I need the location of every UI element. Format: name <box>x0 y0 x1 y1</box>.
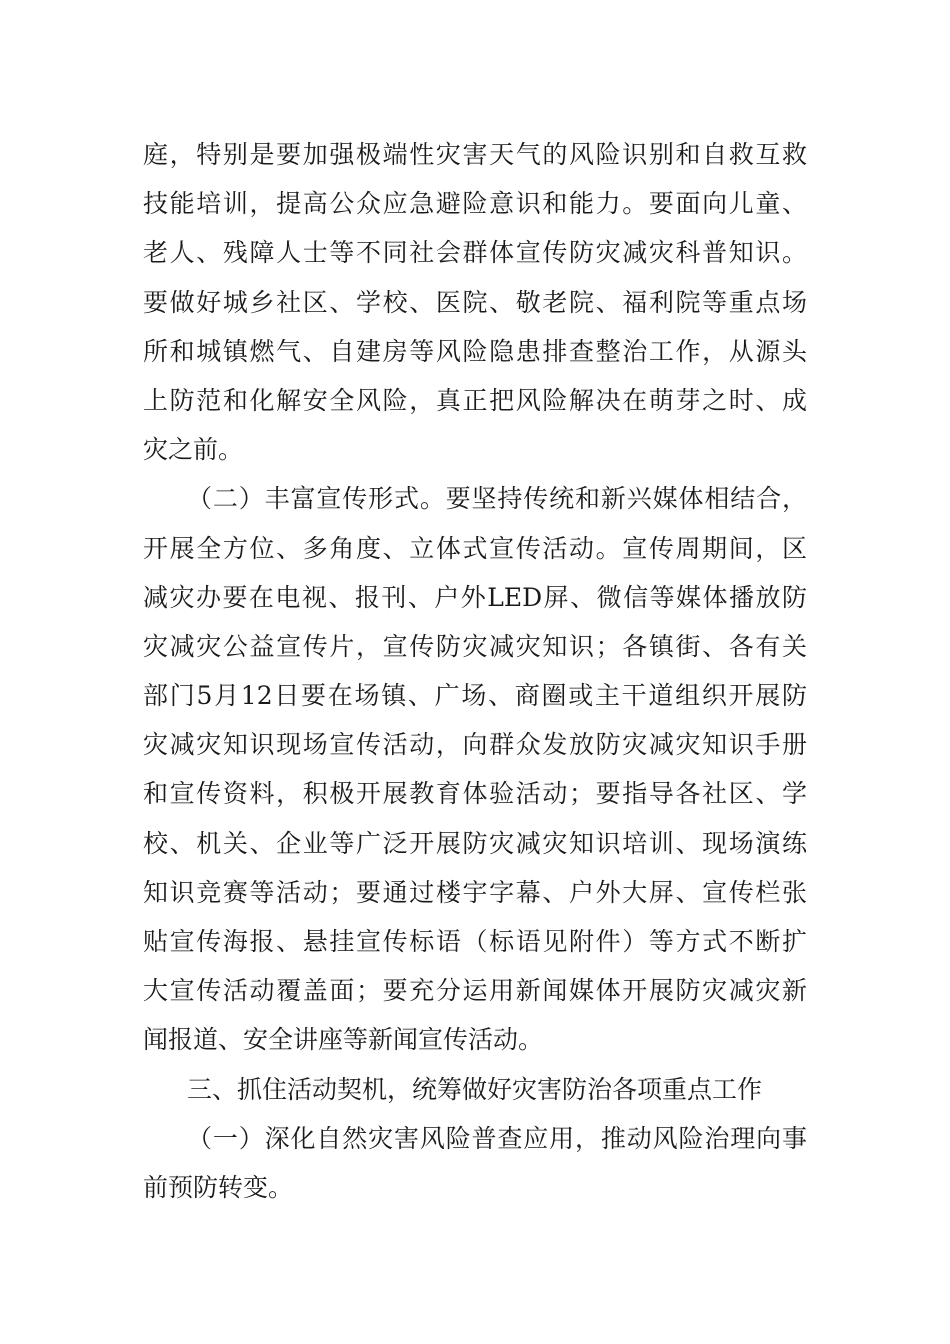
text-line-6: 上防范和化解安全风险，真正把风险解决在萌芽之时、成 <box>143 385 807 415</box>
text-line-16: 知识竞赛等活动；要通过楼宇字幕、户外大屏、宣传栏张 <box>143 877 807 907</box>
text-line-4: 要做好城乡社区、学校、医院、敬老院、福利院等重点场 <box>143 287 807 317</box>
text-line-15: 校、机关、企业等广泛开展防灾减灾知识培训、现场演练 <box>143 828 807 858</box>
section-heading: 三、抓住活动契机，统筹做好灾害防治各项重点工作 <box>187 1074 763 1104</box>
text-line-22: 前预防转变。 <box>143 1172 294 1202</box>
text-line-12: 部门5月12日要在场镇、广场、商圈或主干道组织开展防 <box>143 681 807 711</box>
text-line-21: （一）深化自然灾害风险普查应用，推动风险治理向事 <box>187 1123 807 1153</box>
text-line-9: 开展全方位、多角度、立体式宣传活动。宣传周期间，区 <box>143 533 807 563</box>
document-body <box>143 130 807 1212</box>
text-line-11: 灾减灾公益宣传片，宣传防灾减灾知识；各镇街、各有关 <box>143 631 807 661</box>
text-line-5: 所和城镇燃气、自建房等风险隐患排查整治工作，从源头 <box>143 336 807 366</box>
text-line-2: 技能培训，提高公众应急避险意识和能力。要面向儿童、 <box>143 189 807 219</box>
text-line-8: （二）丰富宣传形式。要坚持传统和新兴媒体相结合， <box>187 484 807 514</box>
text-line-1: 庭，特别是要加强极端性灾害天气的风险识别和自救互救 <box>143 140 807 169</box>
text-line-18: 大宣传活动覆盖面；要充分运用新闻媒体开展防灾减灾新 <box>143 976 807 1006</box>
text-line-19: 闻报道、安全讲座等新闻宣传活动。 <box>143 1025 544 1055</box>
text-line-17: 贴宣传海报、悬挂宣传标语（标语见附件）等方式不断扩 <box>143 927 807 956</box>
text-line-14: 和宣传资料，积极开展教育体验活动；要指导各社区、学 <box>143 779 807 809</box>
text-line-3: 老人、残障人士等不同社会群体宣传防灾减灾科普知识。 <box>143 238 807 268</box>
text-line-13: 灾减灾知识现场宣传活动，向群众发放防灾减灾知识手册 <box>143 730 807 760</box>
text-line-7: 灾之前。 <box>143 435 244 465</box>
text-line-10: 减灾办要在电视、报刊、户外LED屏、微信等媒体播放防 <box>143 582 807 612</box>
